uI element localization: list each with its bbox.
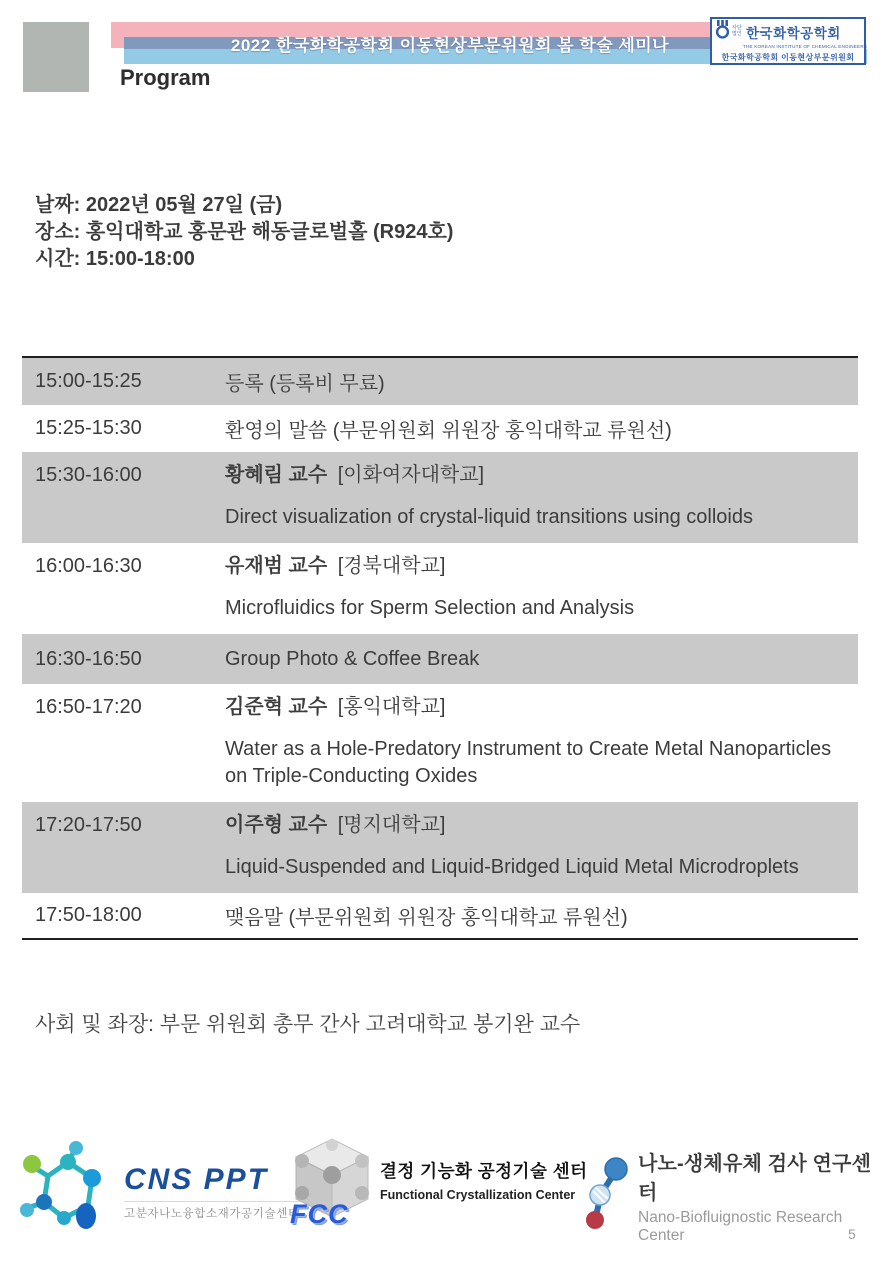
talk-title: Liquid-Suspended and Liquid-Bridged Liquid Metal Microdroplets xyxy=(225,856,799,878)
speaker-affiliation: [경북대학교] xyxy=(337,555,446,577)
sponsor-logo-nbrc xyxy=(585,1147,880,1245)
schedule-row-registration xyxy=(22,358,858,405)
cnsppt-acronym: CNS PPT xyxy=(124,1162,269,1196)
speaker-line xyxy=(225,812,846,838)
speaker-name: 이주형 교수 xyxy=(225,814,328,836)
speaker-line xyxy=(225,462,846,488)
schedule-description: Group Photo & Coffee Break xyxy=(225,647,480,670)
nbrc-korean-name: 나노-생체유체 검사 연구센터 xyxy=(638,1153,872,1204)
fcc-korean-name: 결정 기능화 공정기술 센터 xyxy=(380,1161,588,1181)
nbrc-english-name: Nano-Biofluignostic Research Center xyxy=(638,1209,843,1244)
schedule-time: 15:30-16:00 xyxy=(35,464,142,486)
talk-title: Water as a Hole-Predatory Instrument to Create Metal Nanoparticles on Triple-Conducting Oxides xyxy=(225,738,832,787)
event-venue-line: 장소: 홍익대학교 홍문관 해동글로벌홀 (R924호) xyxy=(35,221,454,244)
schedule-row-closing xyxy=(22,893,858,938)
schedule-time: 17:20-17:50 xyxy=(35,814,142,836)
decorative-gray-square xyxy=(23,22,89,92)
fcc-text-block xyxy=(380,1158,588,1202)
page-number: 5 xyxy=(848,1226,856,1242)
kiche-division-name: 한국화학공학회 이동현상부문위원회 xyxy=(721,52,855,62)
speaker-affiliation: [이화여자대학교] xyxy=(337,464,485,486)
schedule-description: 등록 (등록비 무료) xyxy=(225,373,385,395)
schedule-time: 16:00-16:30 xyxy=(35,555,142,577)
schedule-row-break xyxy=(22,634,858,684)
schedule-description: 환영의 말씀 (부문위원회 위원장 홍익대학교 류원선) xyxy=(225,420,672,442)
speaker-line xyxy=(225,694,846,720)
kiche-logo xyxy=(710,17,866,65)
nbrc-text-block xyxy=(638,1147,880,1245)
schedule-time: 17:50-18:00 xyxy=(35,904,142,926)
cnsppt-text-block xyxy=(124,1162,300,1221)
crystal-cube-icon xyxy=(290,1133,374,1235)
page-title: Program xyxy=(120,65,211,90)
speaker-name: 황혜림 교수 xyxy=(225,464,328,486)
schedule-time: 15:00-15:25 xyxy=(35,370,142,392)
schedule-row-talk-3 xyxy=(22,684,858,802)
schedule-row-welcome xyxy=(22,405,858,452)
schedule-time: 16:30-16:50 xyxy=(35,647,142,670)
program-schedule-table xyxy=(22,356,858,940)
speaker-affiliation: [명지대학교] xyxy=(337,814,446,836)
kiche-org-prefix: 사단법인 xyxy=(732,25,742,37)
speaker-name: 김준혁 교수 xyxy=(225,696,328,718)
cnsppt-korean-name: 고분자나노융합소재가공기술센터 xyxy=(124,1201,300,1221)
moderator-note: 사회 및 좌장: 부문 위원회 총무 간사 고려대학교 봉기완 교수 xyxy=(35,1013,581,1036)
molecule-icon xyxy=(18,1140,118,1245)
event-date-line: 날짜: 2022년 05월 27일 (금) xyxy=(35,194,283,216)
sponsor-logo-cnsppt xyxy=(18,1140,300,1245)
schedule-talk xyxy=(225,553,858,622)
kiche-org-name: 한국화학공학회 xyxy=(746,25,841,41)
sponsor-logo-fcc xyxy=(290,1133,588,1235)
seminar-banner-title: 2022 한국화학공학회 이동현상부문위원회 봄 학술 세미나 xyxy=(230,36,670,55)
schedule-talk xyxy=(225,812,858,881)
schedule-talk xyxy=(225,694,858,790)
event-info-block xyxy=(35,192,453,274)
speaker-line xyxy=(225,553,846,579)
schedule-row-talk-4 xyxy=(22,802,858,893)
schedule-row-talk-1 xyxy=(22,452,858,543)
schedule-time: 16:50-17:20 xyxy=(35,696,142,718)
fcc-english-name: Functional Crystallization Center xyxy=(380,1188,576,1202)
biofluid-molecule-icon xyxy=(585,1156,633,1237)
speaker-affiliation: [홍익대학교] xyxy=(337,696,446,718)
kiche-emblem-icon xyxy=(715,20,730,44)
fcc-acronym: FCC xyxy=(290,1199,349,1229)
schedule-time: 15:25-15:30 xyxy=(35,417,142,439)
talk-title: Direct visualization of crystal-liquid transitions using colloids xyxy=(225,506,753,528)
schedule-row-talk-2 xyxy=(22,543,858,634)
event-time-line: 시간: 15:00-18:00 xyxy=(35,248,195,271)
talk-title: Microfluidics for Sperm Selection and Analysis xyxy=(225,597,635,619)
kiche-org-english: THE KOREAN INSTITUTE OF CHEMICAL ENGINEERS xyxy=(743,43,868,49)
schedule-description: 맺음말 (부문위원회 위원장 홍익대학교 류원선) xyxy=(225,907,628,929)
schedule-talk xyxy=(225,462,858,531)
kiche-logo-top-row xyxy=(715,20,861,44)
speaker-name: 유재범 교수 xyxy=(225,555,328,577)
